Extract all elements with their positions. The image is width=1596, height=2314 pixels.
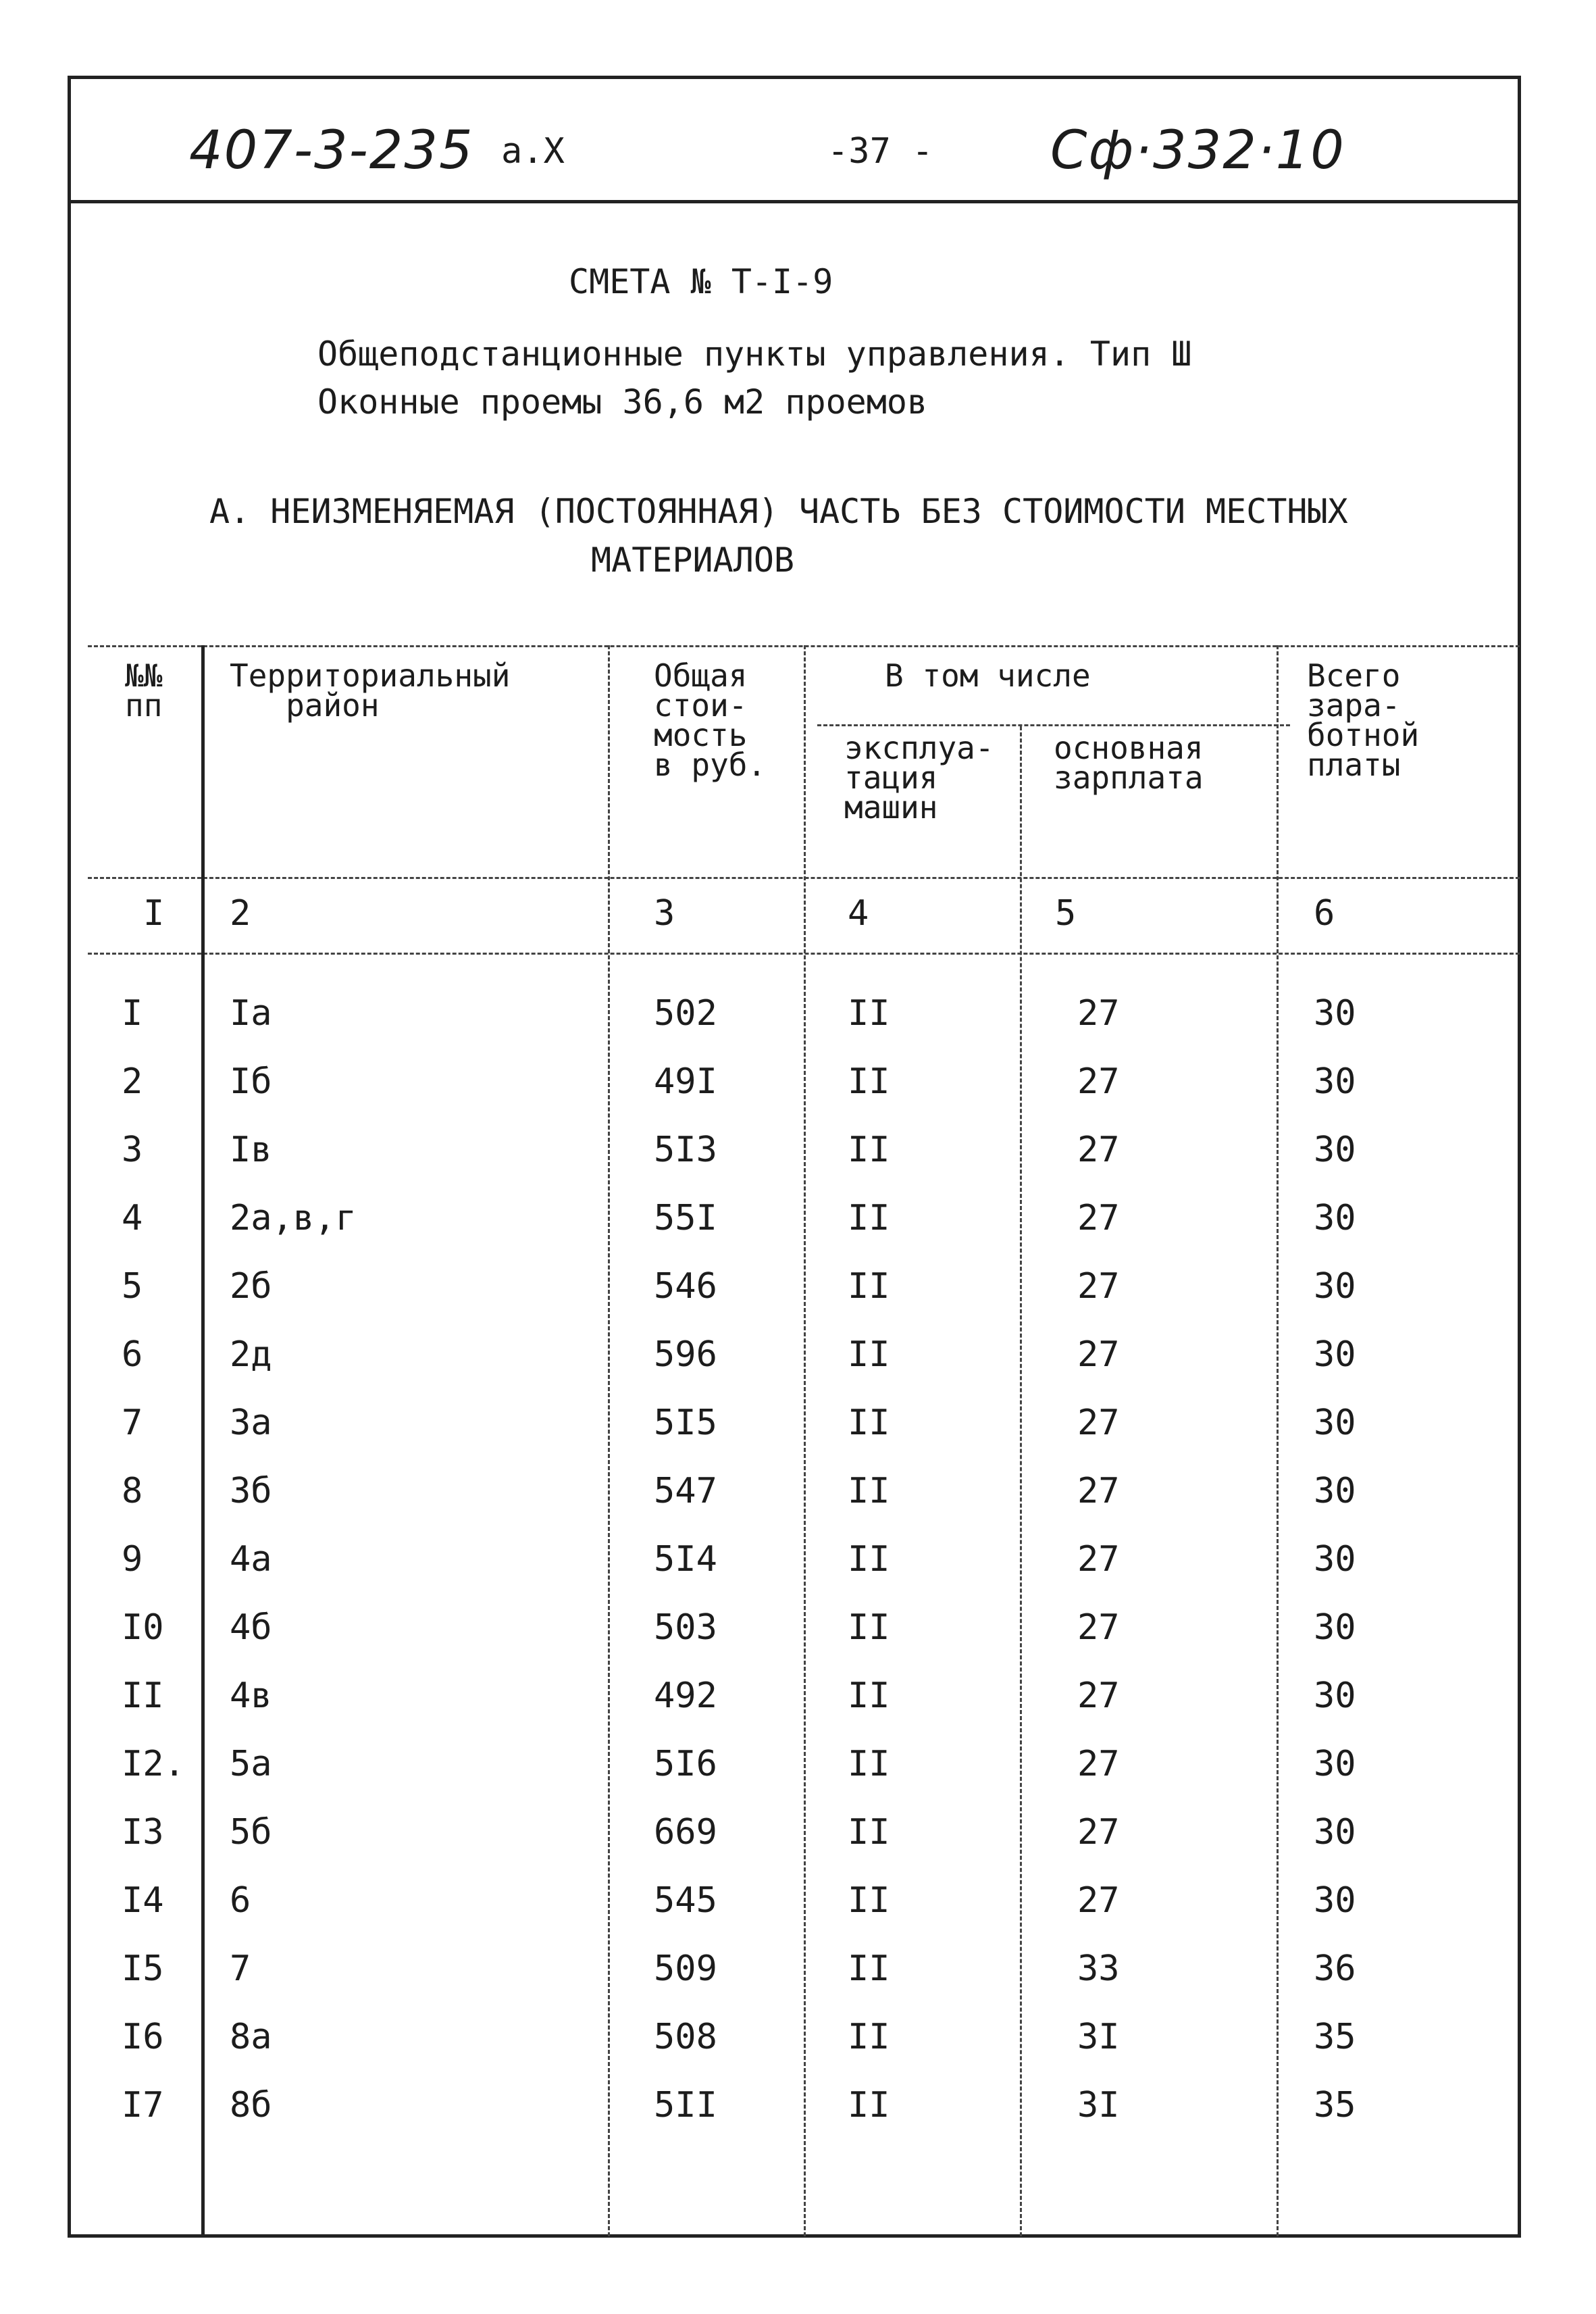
region: Iв	[230, 1130, 272, 1170]
estimate-number: СМЕТА № Т-I-9	[569, 262, 833, 301]
row-number: 5	[122, 1266, 143, 1307]
machine-cost: II	[848, 1744, 890, 1784]
header-salary: основная зарплата	[1054, 730, 1204, 796]
row-number: I3	[122, 1812, 164, 1853]
total-cost: 509	[654, 1948, 717, 1989]
machine-cost: II	[848, 1198, 890, 1238]
base-salary: 27	[1077, 1607, 1120, 1648]
colnum-4: 4	[848, 893, 869, 934]
total-cost: 5II	[654, 2085, 717, 2126]
total-cost: 492	[654, 1676, 717, 1716]
header-wages: Всего зара- ботной платы	[1307, 657, 1420, 783]
base-salary: 27	[1077, 1061, 1120, 1102]
region: 4а	[230, 1539, 272, 1580]
total-wages: 36	[1314, 1948, 1356, 1989]
colnum-5: 5	[1055, 893, 1077, 934]
total-cost: 545	[654, 1880, 717, 1921]
row-number: I2.	[122, 1744, 185, 1784]
total-wages: 35	[1314, 2017, 1356, 2057]
region: 5б	[230, 1812, 272, 1853]
machine-cost: II	[848, 1403, 890, 1443]
row-number: 6	[122, 1334, 143, 1375]
row-number: 3	[122, 1130, 143, 1170]
region: 6	[230, 1880, 251, 1921]
row-number: I7	[122, 2085, 164, 2126]
total-wages: 35	[1314, 2085, 1356, 2126]
row-number: 2	[122, 1061, 143, 1102]
total-cost: 5I5	[654, 1403, 717, 1443]
machine-cost: II	[848, 1948, 890, 1989]
base-salary: 27	[1077, 1403, 1120, 1443]
row-number: I4	[122, 1880, 164, 1921]
colnum-3: 3	[654, 893, 675, 934]
region: Iа	[230, 993, 272, 1034]
row-number: 9	[122, 1539, 143, 1580]
row-number: I	[122, 993, 143, 1034]
region: 2а,в,г	[230, 1198, 357, 1238]
base-salary: 27	[1077, 993, 1120, 1034]
total-wages: 30	[1314, 1334, 1356, 1375]
base-salary: 27	[1077, 1471, 1120, 1511]
total-wages: 30	[1314, 1061, 1356, 1102]
header-machines: эксплуа- тация машин	[844, 730, 994, 826]
colnum-2: 2	[230, 893, 251, 934]
title-line-1: Общеподстанционные пункты управления. Тип Ш	[317, 334, 1192, 374]
region: 7	[230, 1948, 251, 1989]
total-wages: 30	[1314, 1471, 1356, 1511]
total-cost: 5I4	[654, 1539, 717, 1580]
total-cost: 503	[654, 1607, 717, 1648]
region: 3а	[230, 1403, 272, 1443]
header-including: В том числе	[885, 657, 1091, 694]
row-number: I6	[122, 2017, 164, 2057]
series-code: Сф·332·10	[1050, 120, 1345, 181]
row-number: II	[122, 1676, 164, 1716]
total-cost: 546	[654, 1266, 717, 1307]
base-salary: 33	[1077, 1948, 1120, 1989]
total-wages: 30	[1314, 1744, 1356, 1784]
total-wages: 30	[1314, 1403, 1356, 1443]
machine-cost: II	[848, 993, 890, 1034]
base-salary: 27	[1077, 1130, 1120, 1170]
col-divider-1	[201, 645, 205, 2236]
total-cost: 5I6	[654, 1744, 717, 1784]
row-number: I0	[122, 1607, 164, 1648]
region: 2б	[230, 1266, 272, 1307]
machine-cost: II	[848, 1061, 890, 1102]
total-wages: 30	[1314, 1880, 1356, 1921]
col-divider-3	[804, 645, 806, 2236]
base-salary: 27	[1077, 1676, 1120, 1716]
base-salary: 3I	[1077, 2017, 1120, 2057]
machine-cost: II	[848, 1676, 890, 1716]
total-wages: 30	[1314, 1130, 1356, 1170]
region: 3б	[230, 1471, 272, 1511]
total-cost: 596	[654, 1334, 717, 1375]
region: 4б	[230, 1607, 272, 1648]
total-cost: 49I	[654, 1061, 717, 1102]
region: 8а	[230, 2017, 272, 2057]
machine-cost: II	[848, 1812, 890, 1853]
colnum-1: I	[143, 893, 165, 934]
base-salary: 27	[1077, 1539, 1120, 1580]
col-divider-4	[1020, 726, 1022, 2236]
machine-cost: II	[848, 2017, 890, 2057]
region: 5а	[230, 1744, 272, 1784]
header-region: Территориальный район	[230, 657, 511, 724]
total-cost: 547	[654, 1471, 717, 1511]
col-divider-5	[1277, 645, 1279, 2236]
section-title-1: А. НЕИЗМЕНЯЕМАЯ (ПОСТОЯННАЯ) ЧАСТЬ БЕЗ СТОИМОСТИ МЕСТНЫХ	[209, 492, 1348, 531]
section-title-2: МАТЕРИАЛОВ	[591, 540, 795, 580]
machine-cost: II	[848, 1471, 890, 1511]
total-cost: 669	[654, 1812, 717, 1853]
base-salary: 27	[1077, 1198, 1120, 1238]
row-number: 4	[122, 1198, 143, 1238]
title-line-2: Оконные проемы 36,6 м2 проемов	[317, 382, 928, 422]
base-salary: 27	[1077, 1880, 1120, 1921]
total-wages: 30	[1314, 1198, 1356, 1238]
album-number: а.Х	[501, 131, 565, 172]
base-salary: 27	[1077, 1744, 1120, 1784]
machine-cost: II	[848, 1266, 890, 1307]
total-wages: 30	[1314, 1539, 1356, 1580]
colnum-6: 6	[1314, 893, 1335, 934]
base-salary: 27	[1077, 1266, 1120, 1307]
total-wages: 30	[1314, 1266, 1356, 1307]
total-wages: 30	[1314, 993, 1356, 1034]
page-number: -37 -	[827, 131, 933, 172]
total-cost: 5I3	[654, 1130, 717, 1170]
machine-cost: II	[848, 1334, 890, 1375]
subheader-rule	[817, 724, 1290, 726]
machine-cost: II	[848, 1607, 890, 1648]
header-total: Общая стои- мость в руб.	[654, 657, 767, 783]
base-salary: 3I	[1077, 2085, 1120, 2126]
machine-cost: II	[848, 1539, 890, 1580]
row-number: 8	[122, 1471, 143, 1511]
base-salary: 27	[1077, 1812, 1120, 1853]
machine-cost: II	[848, 2085, 890, 2126]
total-cost: 502	[654, 993, 717, 1034]
doc-code: 407-3-235	[189, 120, 474, 181]
machine-cost: II	[848, 1880, 890, 1921]
total-cost: 55I	[654, 1198, 717, 1238]
row-number: 7	[122, 1403, 143, 1443]
base-salary: 27	[1077, 1334, 1120, 1375]
header-divider	[68, 200, 1521, 203]
total-wages: 30	[1314, 1607, 1356, 1648]
region: 4в	[230, 1676, 272, 1716]
row-number: I5	[122, 1948, 164, 1989]
total-cost: 508	[654, 2017, 717, 2057]
col-divider-2	[608, 645, 610, 2236]
total-wages: 30	[1314, 1812, 1356, 1853]
region: 8б	[230, 2085, 272, 2126]
region: Iб	[230, 1061, 272, 1102]
region: 2д	[230, 1334, 272, 1375]
total-wages: 30	[1314, 1676, 1356, 1716]
header-num: №№ пп	[125, 657, 163, 724]
machine-cost: II	[848, 1130, 890, 1170]
